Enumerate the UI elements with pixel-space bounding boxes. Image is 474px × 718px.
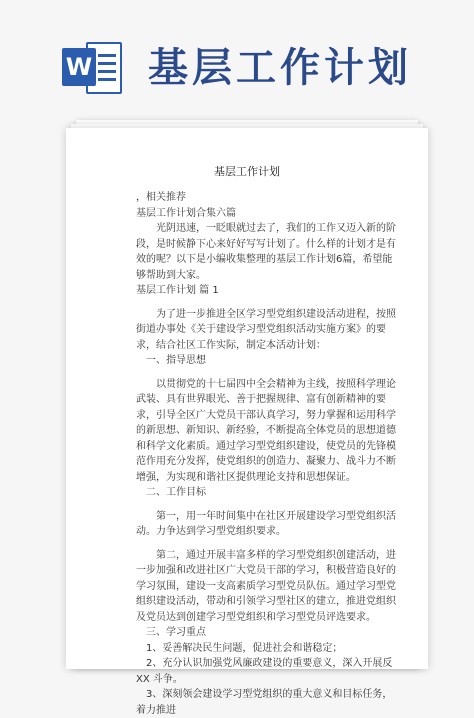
document-paragraph: 为了进一步推进全区学习型党组织建设活动进程，按照街道办事处《关于建设学习型党组织活动实施方案》的要求，结合社区工作实际，制定本活动计划： bbox=[136, 308, 396, 351]
document-paragraph: 二、工作目标 bbox=[146, 487, 206, 498]
banner-title: 基层工作计划 bbox=[148, 44, 412, 91]
word-letter-icon: W bbox=[62, 48, 96, 86]
document-paragraph: 三、学习重点 bbox=[146, 627, 206, 638]
document-paragraph: 2、充分认识加强党风廉政建设的重要意义，深入开展反 XX 斗争。 bbox=[136, 658, 393, 685]
document-paragraph: 基层工作计划 篇 1 bbox=[136, 285, 219, 296]
document-paragraph: 第一，用一年时间集中在社区开展建设学习型党组织活动。力争达到学习型党组织要求。 bbox=[136, 510, 396, 537]
document-paragraph: 光阴迅速，一眨眼就过去了，我们的工作又迈入新的阶段，是时候静下心来好好写写计划了。什么样的计划才是有效的呢？以下是小编收集整理的基层工作计划6篇，希望能够帮助到大家。 bbox=[136, 223, 396, 281]
document-paragraph: 以贯彻党的十七届四中全会精神为主线，按照科学理论武装、具有世界眼光、善于把握规律、富有创新精神的要求，引导全区广大党员干部认真学习，努力掌握和运用科学的新思想、新知识、新经验，不断提高全体党员的思想道德和科学文化素质。通过学习型党组织建设，使党员的先锋模范作用充分发挥，使党组织的创造力、凝聚力、战斗力不断增强，为实现和谐社区提供理论支持和思想保证。 bbox=[136, 378, 396, 483]
document-paragraph: 1、妥善解决民生问题，促进社会和谐稳定； bbox=[146, 642, 343, 654]
banner bbox=[0, 0, 474, 110]
document-paragraph: 一、指导思想 bbox=[146, 355, 206, 366]
document-body bbox=[136, 190, 398, 718]
document-paragraph: ，相关推荐 bbox=[136, 192, 186, 203]
document-paragraph: 第二，通过开展丰富多样的学习型党组织创建活动，进一步加强和改进社区广大党员干部的学习，积极营造良好的学习氛围，建设一支高素质学习型党员队伍。通过学习型党组织建设活动，带动和引领学习型社区的建立，推进党组织及党员达到创建学习型党组织和学习型党员评选要求。 bbox=[136, 549, 396, 623]
document-paragraph: 3、深刻领会建设学习型党组织的重大意义和目标任务，着力推进 bbox=[136, 689, 393, 716]
document-paragraph: 基层工作计划合集六篇 bbox=[136, 207, 236, 219]
document-page bbox=[66, 128, 428, 716]
document-title: 基层工作计划 bbox=[214, 165, 280, 178]
word-doc-icon bbox=[62, 42, 122, 94]
